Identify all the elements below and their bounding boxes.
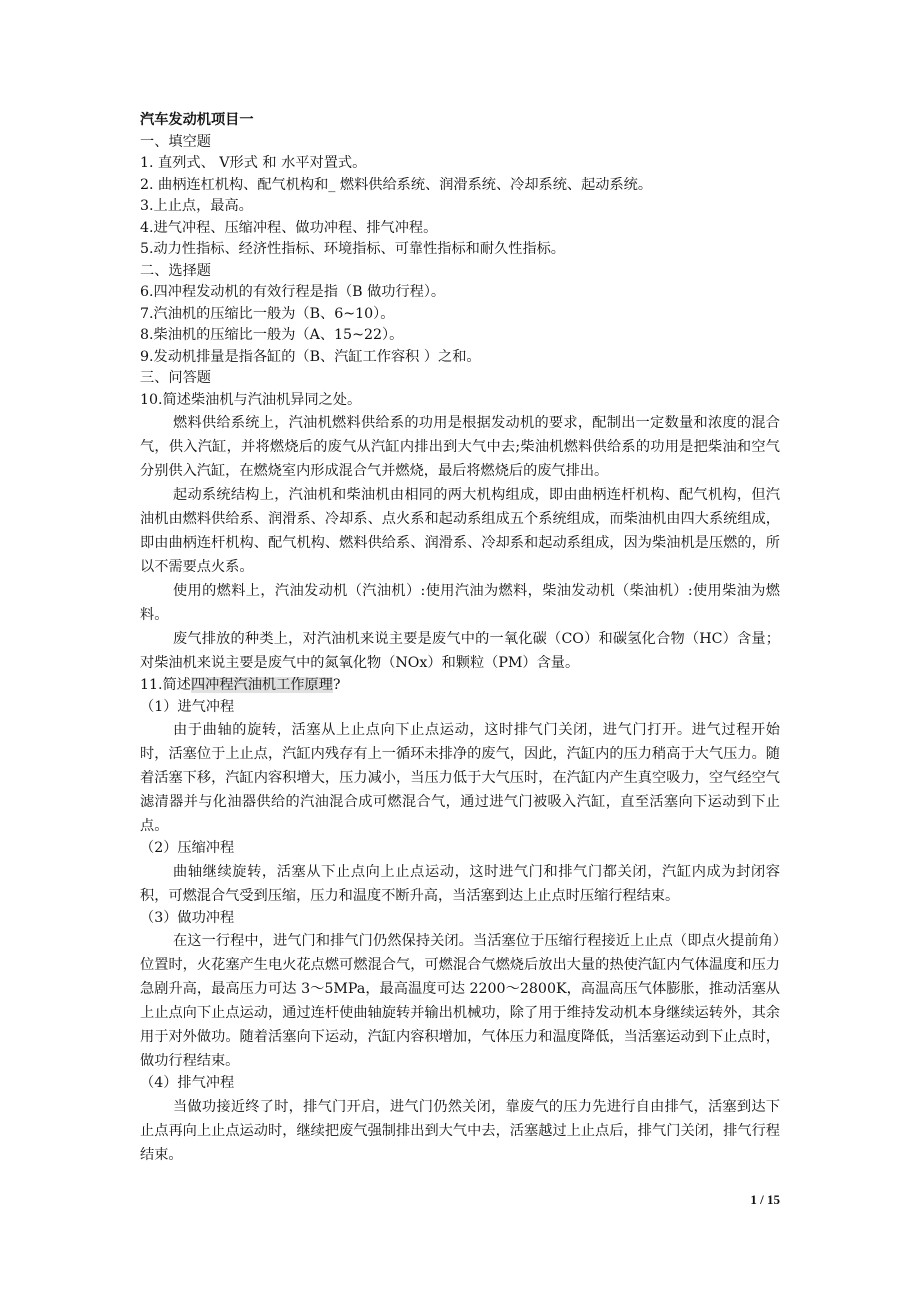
stroke-text-intake: 由于曲轴的旋转，活塞从上止点向下止点运动，这时排气门关闭，进气门打开。进气过程开始时，活塞位于上止点，汽缸内残存有上一循环未排净的废气，因此，汽缸内的压力稍高于大气压力。随着活塞下移，汽缸内容积增大，压力减小，当压力低于大气压时，在汽缸内产生真空吸力，空气经空气滤清器并与化油器供给的汽油混合成可燃混合气，通过进气门被吸入汽缸，直至活塞向下运动到下止点。 [140,722,780,834]
question-11-highlighted-text: 四冲程汽油机工作原理 [190,677,333,693]
answer-item-3: 3.上止点，最高。 [140,198,253,214]
document-content [140,110,780,1167]
stroke-heading-compression: （2）压缩冲程 [140,840,235,856]
question-11 [140,675,780,697]
section-heading-fill-in: 一、填空题 [140,133,211,150]
answer-10-paragraph-structure: 起动系统结构上，汽油机和柴油机由相同的两大机构组成，即由曲柄连杆机构、配气机构，但汽油机由燃料供给系、润滑系、冷却系、点火系和起动系组成五个系统组成，而柴油机由四大系统组成，即由曲柄连杆机构、配气机构、燃料供给系、润滑系、冷却系和起动系组成，因为柴油机是压燃的，所以不需要点火系。 [140,487,780,575]
question-10: 10.简述柴油机与汽油机异同之处。 [140,391,362,408]
section-heading-choice: 二、选择题 [140,262,211,279]
answer-item-5: 5.动力性指标、经济性指标、环境指标、可靠性指标和耐久性指标。 [140,241,565,257]
document-title: 汽车发动机项目一 [140,112,254,128]
stroke-heading-exhaust: （4）排气冲程 [140,1075,235,1091]
answer-10-paragraph-emissions: 废气排放的种类上，对汽油机来说主要是废气中的一氧化碳（CO）和碳氢化合物（HC）含量；对柴油机来说主要是废气中的氮氧化物（NOx）和颗粒（PM）含量。 [140,631,780,671]
stroke-text-exhaust: 当做功接近终了时，排气门开启，进气门仍然关闭，靠废气的压力先进行自由排气，活塞到达下止点再向上止点运动时，继续把废气强制排出到大气中去，活塞越过上止点后，排气门关闭，排气行程结束。 [140,1098,780,1163]
question-11-prefix: 11.简述 [140,677,191,693]
answer-item-2: 2. 曲柄连杠机构、配气机构和_ 燃料供给系统、润滑系统、冷却系统、起动系统。 [140,176,653,193]
answer-item-4: 4.进气冲程、压缩冲程、做功冲程、排气冲程。 [140,219,438,236]
answer-10-paragraph-fuel-used: 使用的燃料上，汽油发动机（汽油机）:使用汽油为燃料，柴油发动机（柴油机）:使用柴油为燃料。 [140,583,780,623]
stroke-heading-power: （3）做功冲程 [140,909,235,926]
section-heading-qa: 三、问答题 [140,370,211,386]
answer-item-6: 6.四冲程发动机的有效行程是指（B 做功行程）。 [140,284,446,300]
page-number: 1 / 15 [750,1192,780,1207]
stroke-text-power: 在这一行程中，进气门和排气门仍然保持关闭。当活塞位于压缩行程接近上止点（即点火提前角）位置时，火花塞产生电火花点燃可燃混合气，可燃混合气燃烧后放出大量的热使汽缸内气体温度和压力急剧升高，最高压力可达 3～5MPa，最高温度可达 2200～2800K，高温高压气体膨胀，推动活塞从上止点向下止点运动，通过连杆使曲轴旋转并输出机械功，除了用于维持发动机本身继续运转外，其余用于对外做功。随着活塞向下运动，汽缸内容积增加，气体压力和温度降低，当活塞运动到下止点时，做功行程结束。 [140,933,780,1069]
answer-item-8: 8.柴油机的压缩比一般为（A、15~22）。 [140,327,404,343]
answer-item-1: 1. 直列式、 V形式 和 水平对置式。 [140,155,367,171]
answer-item-7: 7.汽油机的压缩比一般为（B、6~10）。 [140,305,395,322]
question-11-suffix: ? [332,677,341,693]
answer-10-paragraph-fuel-system: 燃料供给系统上，汽油机燃料供给系的功用是根据发动机的要求，配制出一定数量和浓度的混合气，供入汽缸，并将燃烧后的废气从汽缸内排出到大气中去;柴油机燃料供给系的功用是把柴油和空气分别供入汽缸，在燃烧室内形成混合气并燃烧，最后将燃烧后的废气排出。 [140,415,780,479]
stroke-text-compression: 曲轴继续旋转，活塞从下止点向上止点运动，这时进气门和排气门都关闭，汽缸内成为封闭容积，可燃混合气受到压缩，压力和温度不断升高，当活塞到达上止点时压缩行程结束。 [140,863,780,904]
answer-item-9: 9.发动机排量是指各缸的（B、汽缸工作容积 ）之和。 [140,348,481,365]
stroke-heading-intake: （1）进气冲程 [140,698,235,715]
